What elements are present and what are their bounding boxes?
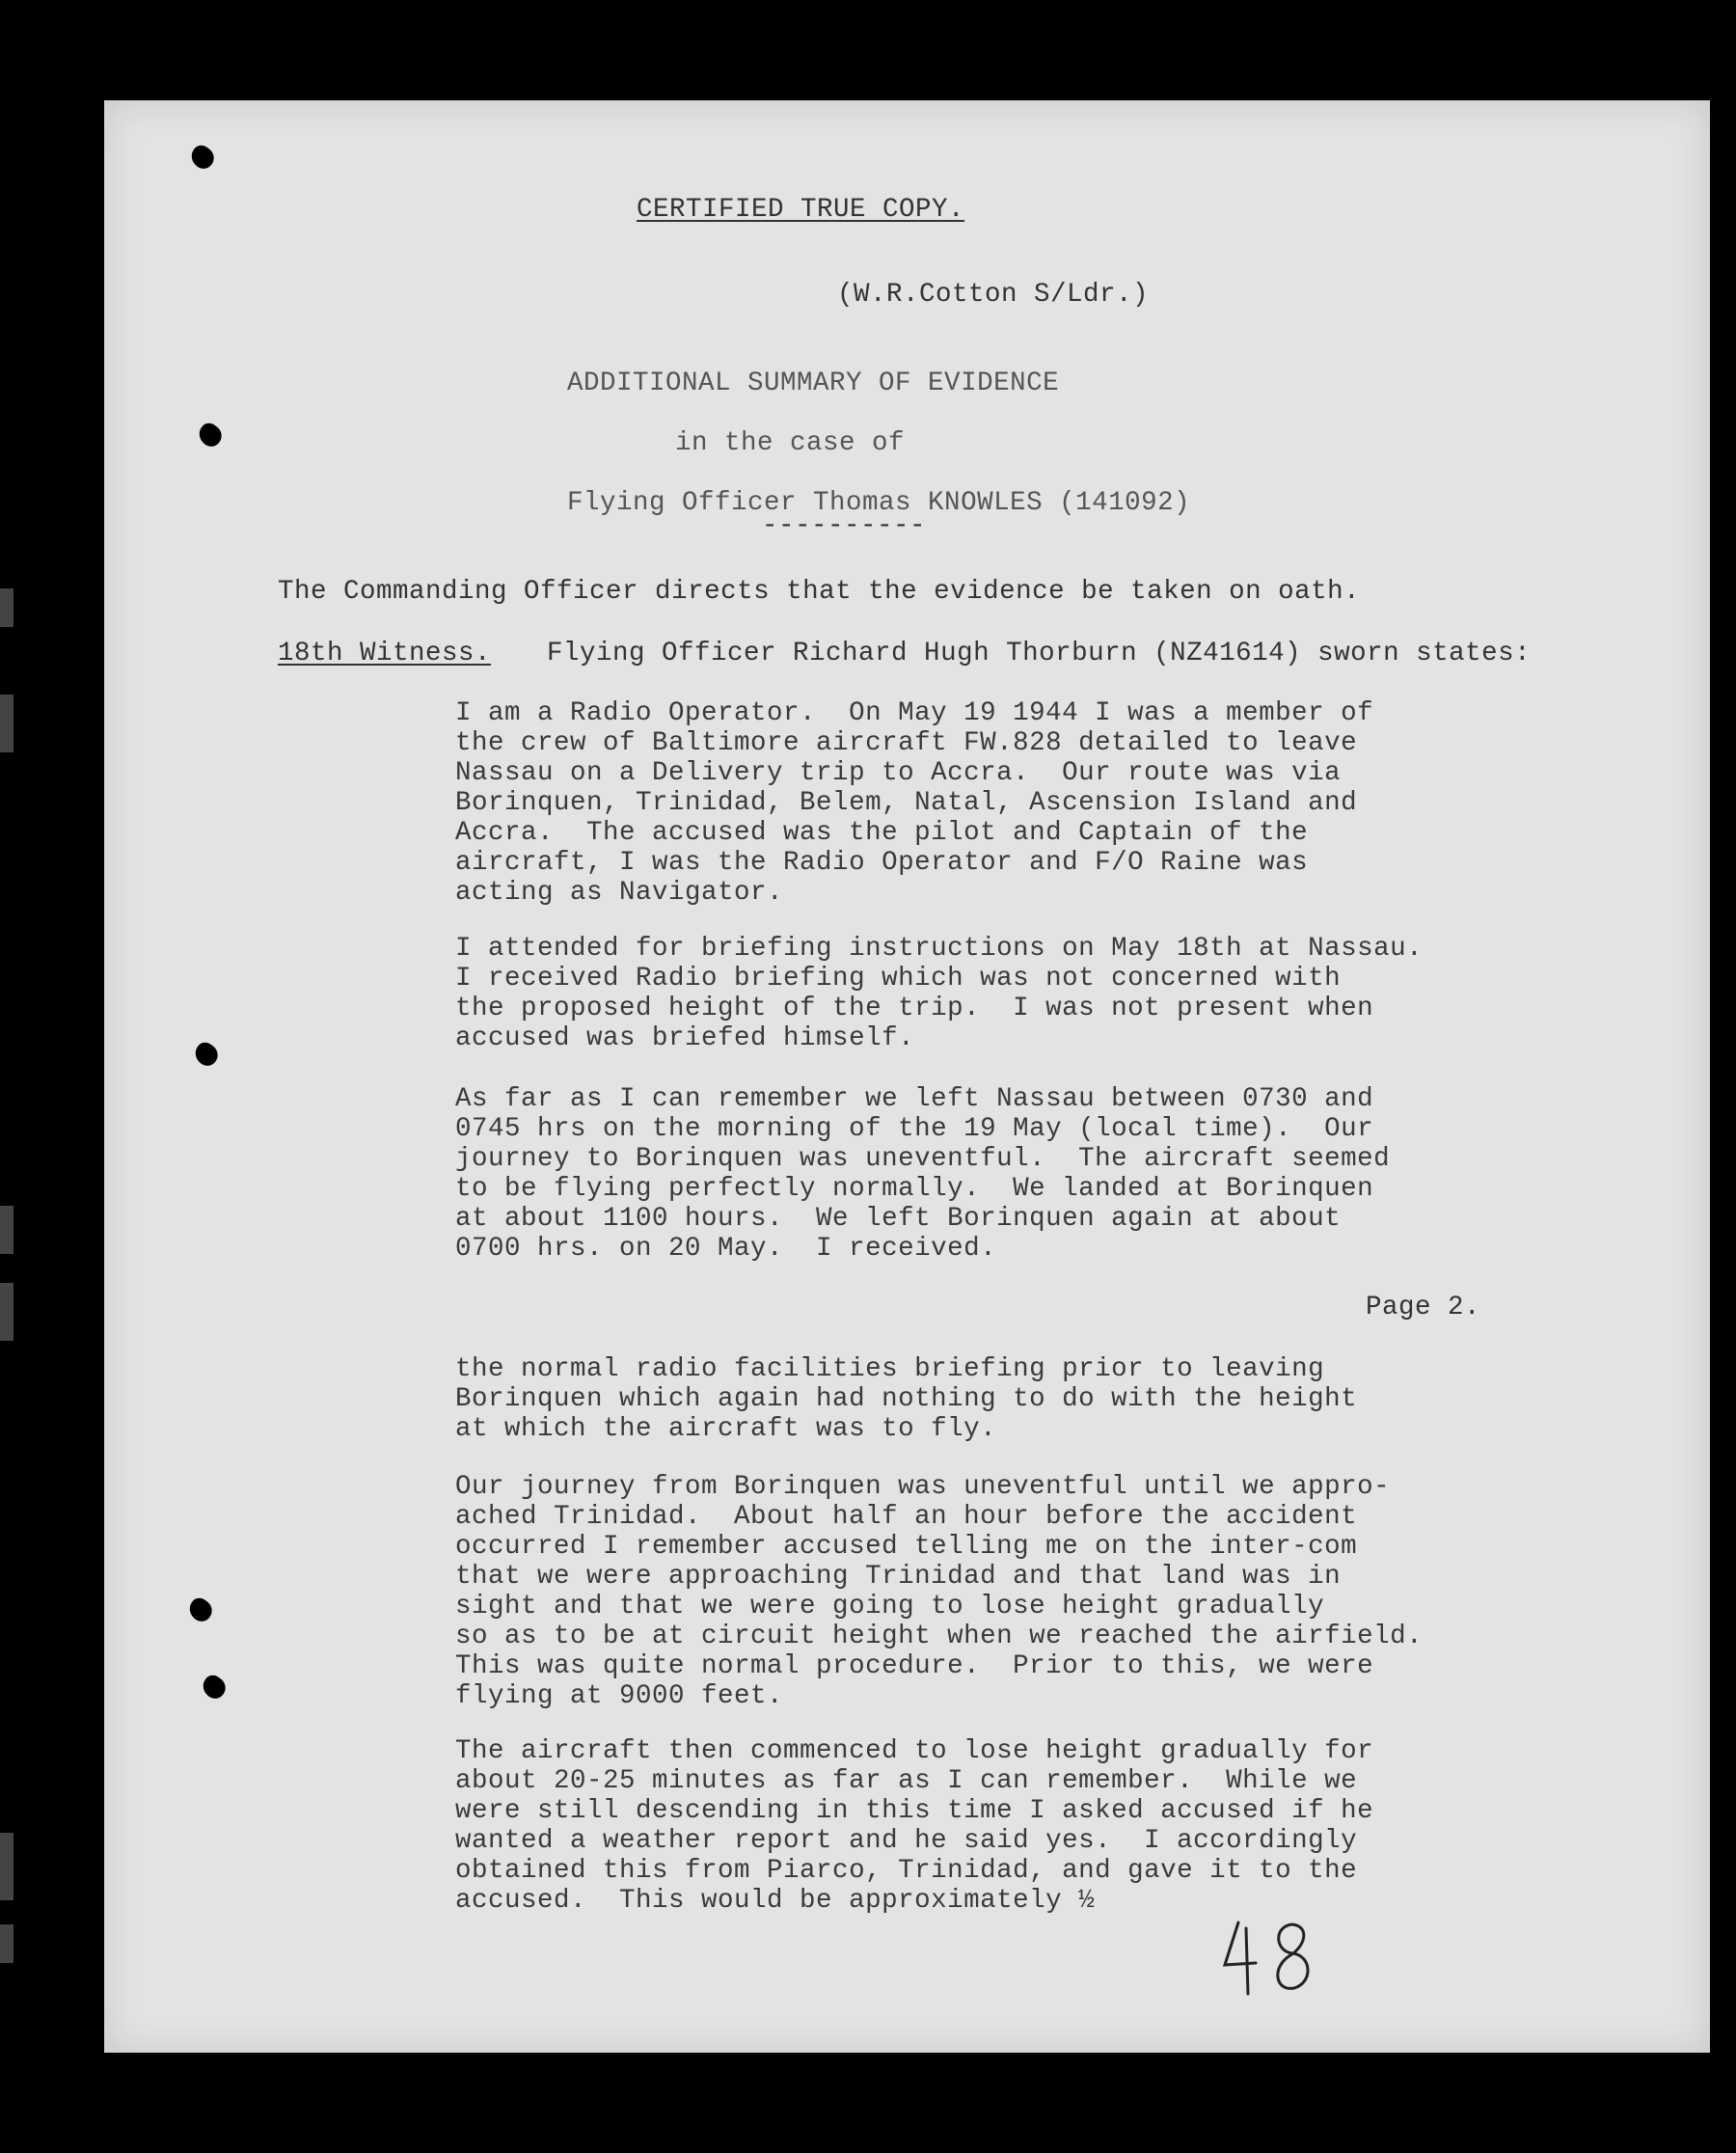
text-line: acting as Navigator.: [455, 878, 784, 908]
film-edge-mark: [0, 588, 14, 627]
text-line: about 20-25 minutes as far as I can remember. While we: [455, 1766, 1358, 1796]
text-line: Accra. The accused was the pilot and Captain of the: [455, 818, 1309, 848]
text-line: the crew of Baltimore aircraft FW.828 detailed to leave: [455, 728, 1358, 758]
film-edge-mark: [0, 1206, 14, 1254]
text-line: so as to be at circuit height when we reached the airfield.: [455, 1622, 1424, 1651]
paragraph: [455, 1084, 1593, 1264]
text-line: ached Trinidad. About half an hour before the accident: [455, 1502, 1358, 1532]
witness-statement: Flying Officer Richard Hugh Thorburn (NZ41614) sworn states:: [547, 639, 1532, 668]
text-line: This was quite normal procedure. Prior to this, we were: [455, 1651, 1374, 1681]
text-line: 0700 hrs. on 20 May. I received.: [455, 1234, 997, 1264]
text-line: sight and that we were going to lose height gradually: [455, 1592, 1325, 1622]
text-line: accused. This would be approximately ½: [455, 1886, 1096, 1916]
text-line: accused was briefed himself.: [455, 1023, 915, 1053]
text-line: I attended for briefing instructions on May 18th at Nassau.: [455, 934, 1424, 964]
title-accused-line: Flying Officer Thomas KNOWLES (141092): [567, 488, 1191, 518]
title-case-line: in the case of: [675, 428, 906, 458]
text-line: journey to Borinquen was uneventful. The aircraft seemed: [455, 1144, 1391, 1174]
intro-line: The Commanding Officer directs that the evidence be taken on oath.: [278, 577, 1361, 607]
text-line: Nassau on a Delivery trip to Accra. Our route was via: [455, 758, 1342, 788]
text-line: I received Radio briefing which was not concerned with: [455, 964, 1342, 994]
text-line: aircraft, I was the Radio Operator and F/O Raine was: [455, 848, 1309, 878]
paragraph: [455, 698, 1593, 908]
document-title: ADDITIONAL SUMMARY OF EVIDENCE: [567, 368, 1060, 398]
film-edge-mark: [0, 695, 14, 752]
handwritten-page-number: [1217, 1915, 1333, 2002]
film-edge-mark: [0, 1833, 14, 1900]
text-line: flying at 9000 feet.: [455, 1681, 784, 1711]
text-line: the normal radio facilities briefing prior to leaving: [455, 1354, 1325, 1384]
paragraph: [455, 1472, 1593, 1711]
paragraph: [455, 1354, 1593, 1444]
text-line: to be flying perfectly normally. We landed at Borinquen: [455, 1174, 1374, 1204]
text-line: the proposed height of the trip. I was not present when: [455, 994, 1374, 1023]
witness-label: 18th Witness.: [278, 639, 492, 668]
text-line: obtained this from Piarco, Trinidad, and gave it to the: [455, 1856, 1358, 1886]
title-rule: ----------: [762, 511, 927, 541]
text-line: wanted a weather report and he said yes. I accordingly: [455, 1826, 1358, 1856]
text-line: Borinquen, Trinidad, Belem, Natal, Ascension Island and: [455, 788, 1358, 818]
page-marker: Page 2.: [1366, 1293, 1481, 1322]
text-line: at about 1100 hours. We left Borinquen again at about: [455, 1204, 1342, 1234]
text-line: 0745 hrs on the morning of the 19 May (local time). Our: [455, 1114, 1374, 1144]
text-line: Borinquen which again had nothing to do with the height: [455, 1384, 1358, 1414]
text-line: Our journey from Borinquen was uneventful until we appro-: [455, 1472, 1391, 1502]
text-line: that we were approaching Trinidad and that land was in: [455, 1562, 1342, 1592]
text-line: As far as I can remember we left Nassau between 0730 and: [455, 1084, 1374, 1114]
paragraph: [455, 934, 1593, 1053]
signatory: (W.R.Cotton S/Ldr.): [837, 280, 1150, 310]
text-line: occurred I remember accused telling me on the inter-com: [455, 1532, 1358, 1562]
film-edge-mark: [0, 1924, 14, 1963]
film-edge-mark: [0, 1283, 14, 1341]
text-line: I am a Radio Operator. On May 19 1944 I was a member of: [455, 698, 1374, 728]
certified-true-copy: CERTIFIED TRUE COPY.: [637, 195, 965, 225]
paragraph: [455, 1736, 1593, 1916]
text-line: at which the aircraft was to fly.: [455, 1414, 997, 1444]
text-line: The aircraft then commenced to lose height gradually for: [455, 1736, 1374, 1766]
text-line: were still descending in this time I asked accused if he: [455, 1796, 1374, 1826]
